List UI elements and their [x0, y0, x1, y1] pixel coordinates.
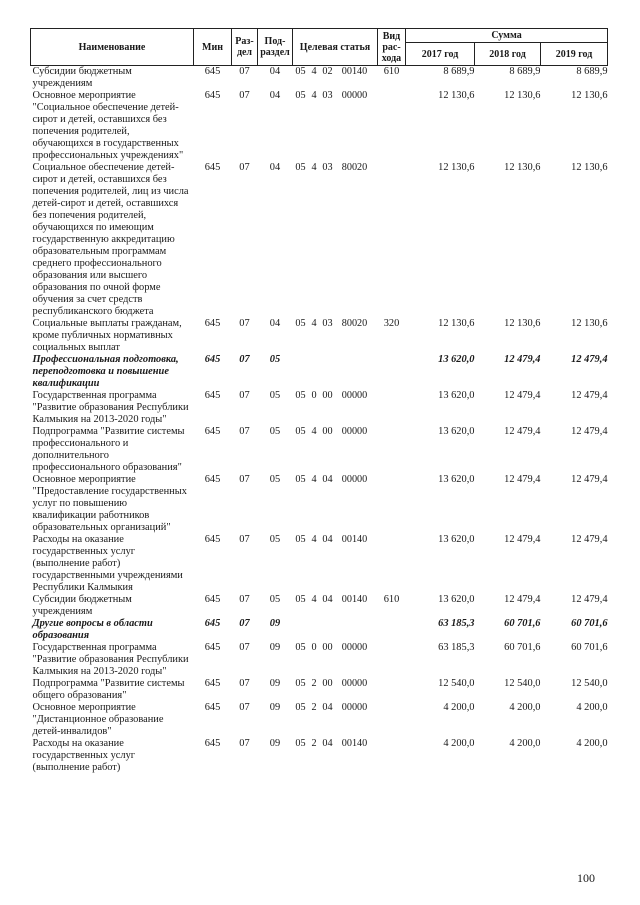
target-direction: 00000 — [341, 426, 368, 437]
target-program: 05 — [295, 678, 306, 689]
row-razdel: 07 — [239, 678, 250, 689]
row-sum-2019: 60 701,6 — [571, 642, 608, 653]
row-sum-2017: 13 620,0 — [438, 426, 475, 437]
row-sum-2019: 8 689,9 — [576, 66, 608, 77]
target-program: 05 — [295, 66, 306, 77]
row-sum-2018: 12 130,6 — [504, 90, 541, 101]
target-measure: 00 — [322, 642, 333, 653]
row-min: 645 — [204, 390, 221, 401]
row-sum-2017: 13 620,0 — [438, 594, 475, 605]
target-measure: 04 — [322, 474, 333, 485]
row-podrazdel: 05 — [269, 594, 281, 605]
row-min: 645 — [204, 474, 221, 485]
target-measure: 04 — [322, 594, 333, 605]
row-min: 645 — [204, 534, 221, 545]
target-subprogram: 4 — [311, 534, 317, 545]
row-name: Государственная программа "Развитие образования Республики Калмыкия на 2013-2020 годы" — [32, 390, 189, 425]
header-min: Мин — [194, 29, 232, 66]
row-podrazdel: 04 — [269, 318, 281, 329]
target-subprogram: 0 — [311, 642, 317, 653]
row-sum-2019: 12 479,4 — [571, 390, 608, 401]
row-sum-2018: 12 479,4 — [504, 354, 541, 365]
row-min: 645 — [204, 354, 221, 365]
row-razdel: 07 — [239, 642, 250, 653]
target-program: 05 — [295, 318, 306, 329]
row-expense-type — [378, 702, 406, 738]
row-podrazdel: 05 — [269, 390, 281, 401]
row-target-article — [293, 702, 378, 738]
target-program: 05 — [295, 702, 306, 713]
row-name: Подпрограмма "Развитие системы профессионального и дополнительного профессионального образования" — [32, 426, 185, 473]
row-razdel: 07 — [239, 90, 250, 101]
row-name: Основное мероприятие "Дистанционное образование детей-инвалидов" — [32, 702, 164, 737]
row-target-article — [293, 90, 378, 162]
table-row — [31, 702, 608, 738]
row-razdel: 07 — [239, 66, 250, 77]
target-measure: 00 — [322, 426, 333, 437]
row-target-article — [293, 738, 378, 774]
row-sum-2017: 13 620,0 — [438, 390, 475, 401]
table-row — [31, 66, 608, 91]
row-name: Подпрограмма "Развитие системы общего образования" — [32, 678, 185, 701]
row-sum-2018: 12 479,4 — [504, 594, 541, 605]
row-sum-2019: 12 479,4 — [571, 594, 608, 605]
target-program: 05 — [295, 642, 306, 653]
row-expense-type — [378, 642, 406, 678]
target-measure: 04 — [322, 534, 333, 545]
row-sum-2017: 13 620,0 — [438, 474, 475, 485]
row-podrazdel: 04 — [269, 90, 281, 101]
row-sum-2019: 12 130,6 — [571, 90, 608, 101]
target-program: 05 — [295, 390, 306, 401]
row-sum-2018: 4 200,0 — [509, 702, 541, 713]
target-subprogram: 4 — [311, 426, 317, 437]
row-sum-2019: 12 540,0 — [571, 678, 608, 689]
target-program: 05 — [295, 594, 306, 605]
target-program: 05 — [295, 162, 306, 173]
table-row — [31, 162, 608, 318]
table-row — [31, 354, 608, 390]
header-expense-type: Вид рас- хода — [378, 29, 406, 66]
table-row — [31, 642, 608, 678]
target-subprogram: 4 — [311, 594, 317, 605]
row-sum-2017: 63 185,3 — [438, 618, 475, 629]
table-row — [31, 594, 608, 618]
row-sum-2019: 4 200,0 — [576, 738, 608, 749]
row-min: 645 — [204, 642, 221, 653]
header-year-2018: 2018 год — [475, 43, 541, 66]
row-podrazdel: 05 — [269, 354, 281, 365]
row-razdel: 07 — [239, 390, 250, 401]
target-measure: 03 — [322, 162, 333, 173]
table-row — [31, 534, 608, 594]
row-sum-2017: 12 130,6 — [438, 162, 475, 173]
row-sum-2018: 12 479,4 — [504, 390, 541, 401]
row-sum-2017: 12 130,6 — [438, 90, 475, 101]
row-expense-type: 610 — [383, 66, 400, 77]
target-measure: 00 — [322, 390, 333, 401]
row-expense-type: 610 — [383, 594, 400, 605]
row-min: 645 — [204, 66, 221, 77]
row-sum-2017: 8 689,9 — [443, 66, 475, 77]
target-direction: 00000 — [341, 642, 368, 653]
row-expense-type — [378, 354, 406, 390]
row-name: Социальное обеспечение детей-сирот и детей, оставшихся без попечения родителей, лиц из числа детей-сирот и детей, оставшихся без попечения родителей, обучающихся по имеющим государственную аккредитацию образовательным программам среднего профессионального образования или высшего образования по очной форме обучения за счет средств республиканского бюджета — [32, 162, 189, 317]
row-sum-2017: 13 620,0 — [438, 534, 475, 545]
row-podrazdel: 09 — [269, 702, 281, 713]
row-sum-2018: 8 689,9 — [509, 66, 541, 77]
row-razdel: 07 — [239, 618, 250, 629]
row-sum-2018: 12 130,6 — [504, 162, 541, 173]
row-sum-2017: 63 185,3 — [438, 642, 475, 653]
row-sum-2019: 12 479,4 — [571, 474, 608, 485]
row-target-article — [293, 474, 378, 534]
target-measure: 04 — [322, 702, 333, 713]
row-podrazdel: 05 — [269, 534, 281, 545]
target-subprogram: 4 — [311, 474, 317, 485]
row-expense-type: 320 — [383, 318, 400, 329]
target-direction: 80020 — [341, 318, 368, 329]
budget-document — [30, 28, 610, 774]
row-target-article — [293, 66, 378, 91]
row-target-article — [293, 354, 378, 390]
row-sum-2018: 12 479,4 — [504, 426, 541, 437]
row-sum-2017: 4 200,0 — [443, 738, 475, 749]
row-min: 645 — [204, 738, 221, 749]
row-podrazdel: 09 — [269, 618, 281, 629]
row-sum-2018: 12 540,0 — [504, 678, 541, 689]
row-sum-2018: 4 200,0 — [509, 738, 541, 749]
table-row — [31, 678, 608, 702]
target-direction: 00140 — [341, 594, 368, 605]
row-sum-2019: 12 130,6 — [571, 318, 608, 329]
table-row — [31, 426, 608, 474]
row-sum-2019: 12 479,4 — [571, 426, 608, 437]
row-target-article — [293, 426, 378, 474]
target-program: 05 — [295, 474, 306, 485]
table-body — [31, 66, 608, 775]
table-row — [31, 318, 608, 354]
row-target-article — [293, 618, 378, 642]
target-subprogram: 0 — [311, 390, 317, 401]
row-sum-2019: 60 701,6 — [571, 618, 608, 629]
row-podrazdel: 05 — [269, 426, 281, 437]
row-name: Субсидии бюджетным учреждениям — [32, 594, 132, 617]
target-subprogram: 2 — [311, 678, 317, 689]
row-sum-2019: 4 200,0 — [576, 702, 608, 713]
row-name: Государственная программа "Развитие образования Республики Калмыкия на 2013-2020 годы" — [32, 642, 189, 677]
row-razdel: 07 — [239, 162, 250, 173]
target-program: 05 — [295, 534, 306, 545]
row-sum-2017: 4 200,0 — [443, 702, 475, 713]
header-name: Наименование — [31, 29, 194, 66]
header-target-article: Целевая статья — [293, 29, 378, 66]
table-header — [31, 29, 608, 66]
target-program: 05 — [295, 738, 306, 749]
row-target-article — [293, 390, 378, 426]
target-subprogram: 4 — [311, 90, 317, 101]
row-podrazdel: 09 — [269, 678, 281, 689]
row-min: 645 — [204, 90, 221, 101]
row-name: Профессиональная подготовка, переподготовка и повышение квалификации — [32, 354, 179, 389]
target-direction: 80020 — [341, 162, 368, 173]
target-direction: 00000 — [341, 702, 368, 713]
row-expense-type — [378, 618, 406, 642]
row-sum-2018: 60 701,6 — [504, 618, 541, 629]
row-sum-2017: 12 540,0 — [438, 678, 475, 689]
row-sum-2019: 12 479,4 — [571, 534, 608, 545]
row-name: Субсидии бюджетным учреждениям — [32, 66, 132, 89]
row-min: 645 — [204, 162, 221, 173]
row-razdel: 07 — [239, 426, 250, 437]
target-subprogram: 4 — [311, 318, 317, 329]
row-min: 645 — [204, 678, 221, 689]
target-measure: 03 — [322, 318, 333, 329]
target-direction: 00140 — [341, 534, 368, 545]
row-razdel: 07 — [239, 318, 250, 329]
row-sum-2018: 12 479,4 — [504, 474, 541, 485]
header-year-2017: 2017 год — [406, 43, 475, 66]
row-name: Другие вопросы в области образования — [32, 618, 153, 641]
row-target-article — [293, 678, 378, 702]
row-razdel: 07 — [239, 474, 250, 485]
row-sum-2017: 13 620,0 — [438, 354, 475, 365]
row-expense-type — [378, 90, 406, 162]
row-expense-type — [378, 738, 406, 774]
row-min: 645 — [204, 318, 221, 329]
table-row — [31, 474, 608, 534]
row-min: 645 — [204, 426, 221, 437]
row-expense-type — [378, 426, 406, 474]
row-sum-2019: 12 130,6 — [571, 162, 608, 173]
target-program: 05 — [295, 90, 306, 101]
row-podrazdel: 05 — [269, 474, 281, 485]
header-razdel: Раз- дел — [232, 29, 258, 66]
row-podrazdel: 09 — [269, 738, 281, 749]
row-min: 645 — [204, 594, 221, 605]
row-podrazdel: 04 — [269, 162, 281, 173]
row-razdel: 07 — [239, 702, 250, 713]
target-measure: 04 — [322, 738, 333, 749]
row-name: Расходы на оказание государственных услуг (выполнение работ) — [32, 738, 136, 773]
target-direction: 00140 — [341, 66, 368, 77]
target-program: 05 — [295, 426, 306, 437]
row-sum-2018: 60 701,6 — [504, 642, 541, 653]
row-sum-2017: 12 130,6 — [438, 318, 475, 329]
table-row — [31, 390, 608, 426]
row-min: 645 — [204, 702, 221, 713]
target-measure: 00 — [322, 678, 333, 689]
row-expense-type — [378, 474, 406, 534]
target-subprogram: 2 — [311, 738, 317, 749]
row-target-article — [293, 318, 378, 354]
row-sum-2019: 12 479,4 — [571, 354, 608, 365]
target-direction: 00000 — [341, 90, 368, 101]
row-target-article — [293, 162, 378, 318]
target-subprogram: 2 — [311, 702, 317, 713]
row-min: 645 — [204, 618, 221, 629]
row-podrazdel: 04 — [269, 66, 281, 77]
row-target-article — [293, 594, 378, 618]
row-name: Основное мероприятие "Социальное обеспечение детей-сирот и детей, оставшихся без попечения родителей, обучающихся в государственных профессиональных учреждениях" — [32, 90, 184, 161]
target-subprogram: 4 — [311, 162, 317, 173]
target-direction: 00000 — [341, 390, 368, 401]
page-number: 100 — [577, 871, 595, 885]
row-razdel: 07 — [239, 534, 250, 545]
row-sum-2018: 12 479,4 — [504, 534, 541, 545]
target-direction: 00000 — [341, 474, 368, 485]
table-row — [31, 738, 608, 774]
header-podrazdel: Под- раздел — [258, 29, 293, 66]
row-razdel: 07 — [239, 594, 250, 605]
row-razdel: 07 — [239, 354, 250, 365]
row-expense-type — [378, 162, 406, 318]
row-expense-type — [378, 534, 406, 594]
header-sum: Сумма — [406, 29, 608, 43]
table-row — [31, 618, 608, 642]
row-expense-type — [378, 390, 406, 426]
budget-table — [30, 28, 608, 774]
target-direction: 00140 — [341, 738, 368, 749]
target-measure: 02 — [322, 66, 333, 77]
row-target-article — [293, 534, 378, 594]
row-sum-2018: 12 130,6 — [504, 318, 541, 329]
row-razdel: 07 — [239, 738, 250, 749]
row-podrazdel: 09 — [269, 642, 281, 653]
header-year-2019: 2019 год — [541, 43, 608, 66]
row-expense-type — [378, 678, 406, 702]
target-subprogram: 4 — [311, 66, 317, 77]
row-target-article — [293, 642, 378, 678]
row-name: Социальные выплаты гражданам, кроме публичных нормативных социальных выплат — [32, 318, 182, 353]
target-direction: 00000 — [341, 678, 368, 689]
table-row — [31, 90, 608, 162]
row-name: Расходы на оказание государственных услуг (выполнение работ) государственными учреждениями Республики Калмыкия — [32, 534, 183, 593]
target-measure: 03 — [322, 90, 333, 101]
row-name: Основное мероприятие "Предоставление государственных услуг по повышению квалификации работников образовательных организаций" — [32, 474, 187, 533]
